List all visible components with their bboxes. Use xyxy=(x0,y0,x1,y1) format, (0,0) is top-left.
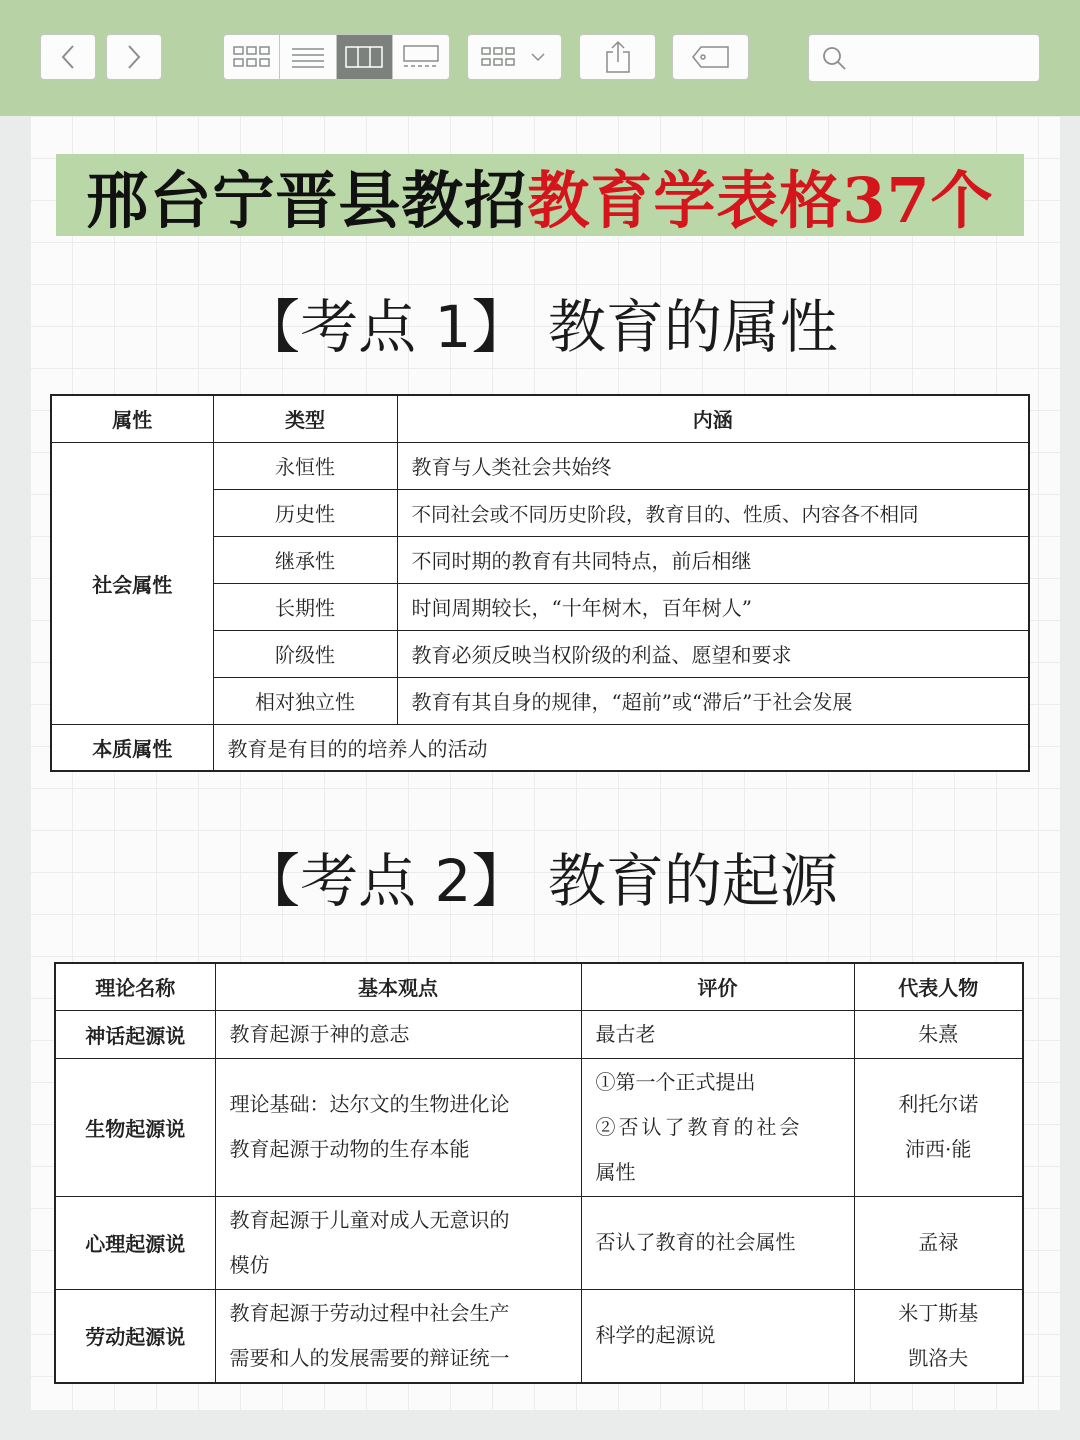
content-cell: 时间周期较长，“十年树木，百年树人” xyxy=(397,583,1029,630)
type-cell: 永恒性 xyxy=(213,442,397,489)
table-row xyxy=(55,1289,1023,1383)
evaluation-cell xyxy=(581,1196,854,1289)
header-content: 内涵 xyxy=(397,395,1029,442)
person-name: 利托尔诺 xyxy=(898,1092,979,1116)
tag-button[interactable] xyxy=(672,34,749,80)
share-button[interactable] xyxy=(579,34,656,80)
table-header-row xyxy=(55,963,1023,1010)
header-theory-name: 理论名称 xyxy=(55,963,215,1010)
origin-table xyxy=(54,962,1024,1384)
content-cell: 教育与人类社会共始终 xyxy=(397,442,1029,489)
evaluation-line: ①第一个正式提出 xyxy=(595,1069,756,1094)
evaluation-cell xyxy=(581,1010,854,1058)
title-black-part: 邢台宁晋县教招 xyxy=(86,163,528,237)
person-name: 沛西·能 xyxy=(905,1137,972,1161)
toolbar xyxy=(0,0,1080,116)
theory-name-cell: 劳动起源说 xyxy=(55,1289,215,1383)
chevron-left-icon xyxy=(59,44,77,70)
grid-view-button[interactable] xyxy=(224,35,280,79)
search-input[interactable] xyxy=(855,48,1029,69)
evaluation-line: 最古老 xyxy=(595,1021,656,1046)
type-cell: 阶级性 xyxy=(213,630,397,677)
content-cell: 教育必须反映当权阶级的利益、愿望和要求 xyxy=(397,630,1029,677)
evaluation-line: 否认了教育的社会属性 xyxy=(595,1230,796,1254)
header-type: 类型 xyxy=(213,395,397,442)
group-social-attribute: 社会属性 xyxy=(51,442,213,724)
evaluation-line: 属性 xyxy=(595,1159,636,1184)
essence-attribute-label: 本质属性 xyxy=(51,724,213,771)
view-cell xyxy=(215,1010,581,1058)
person-name: 米丁斯基 xyxy=(898,1300,979,1325)
header-basic-view: 基本观点 xyxy=(215,963,581,1010)
theory-name-cell: 心理起源说 xyxy=(55,1196,215,1289)
section2-heading: 【考点 2】 教育的起源 xyxy=(242,847,838,915)
type-cell: 长期性 xyxy=(213,583,397,630)
view-line: 教育起源于神的意志 xyxy=(229,1021,410,1046)
table-row xyxy=(51,724,1029,771)
view-line: 教育起源于劳动过程中社会生产 xyxy=(229,1300,510,1325)
view-cell xyxy=(215,1058,581,1196)
grid-view-icon xyxy=(232,45,272,69)
person-name: 孟禄 xyxy=(918,1230,959,1254)
view-cell xyxy=(215,1289,581,1383)
type-cell: 历史性 xyxy=(213,489,397,536)
column-view-button[interactable] xyxy=(337,35,393,79)
column-view-icon xyxy=(345,46,383,68)
header-representatives: 代表人物 xyxy=(854,963,1023,1010)
header-attribute: 属性 xyxy=(51,395,213,442)
share-icon xyxy=(603,40,633,74)
view-cell xyxy=(215,1196,581,1289)
person-name: 凯洛夫 xyxy=(908,1345,969,1370)
view-line: 理论基础：达尔文的生物进化论 xyxy=(229,1092,510,1116)
representatives-cell xyxy=(854,1289,1023,1383)
view-mode-switcher xyxy=(223,34,450,80)
gallery-view-button[interactable] xyxy=(393,35,449,79)
theory-name-cell: 生物起源说 xyxy=(55,1058,215,1196)
section1-heading: 【考点 1】 教育的属性 xyxy=(242,293,838,361)
group-dropdown-icon xyxy=(480,45,550,69)
group-dropdown-button[interactable] xyxy=(467,34,562,80)
search-icon xyxy=(821,45,847,71)
view-line: 教育起源于动物的生存本能 xyxy=(229,1137,470,1161)
chevron-right-icon xyxy=(125,44,143,70)
representatives-cell xyxy=(854,1010,1023,1058)
essence-attribute-content: 教育是有目的的培养人的活动 xyxy=(213,724,1029,771)
table-row xyxy=(55,1058,1023,1196)
person-name: 朱熹 xyxy=(918,1021,959,1046)
table-row xyxy=(55,1010,1023,1058)
list-view-button[interactable] xyxy=(280,35,336,79)
tag-icon xyxy=(691,45,731,69)
evaluation-cell xyxy=(581,1289,854,1383)
view-line: 教育起源于儿童对成人无意识的 xyxy=(229,1207,510,1232)
table-row xyxy=(55,1196,1023,1289)
evaluation-line: 科学的起源说 xyxy=(595,1323,716,1347)
back-button[interactable] xyxy=(40,34,96,80)
attribute-table xyxy=(50,394,1030,772)
content-cell: 不同社会或不同历史阶段，教育目的、性质、内容各不相同 xyxy=(397,489,1029,536)
view-line: 模仿 xyxy=(229,1252,270,1277)
view-line: 需要和人的发展需要的辩证统一 xyxy=(229,1345,510,1370)
list-view-icon xyxy=(291,45,325,69)
theory-name-cell: 神话起源说 xyxy=(55,1010,215,1058)
content-cell: 不同时期的教育有共同特点，前后相继 xyxy=(397,536,1029,583)
representatives-cell xyxy=(854,1196,1023,1289)
type-cell: 继承性 xyxy=(213,536,397,583)
evaluation-line: ②否认了教育的社会 xyxy=(595,1114,803,1139)
title-red-part: 教育学表格37个 xyxy=(527,163,994,237)
header-evaluation: 评价 xyxy=(581,963,854,1010)
gallery-view-icon xyxy=(402,45,440,69)
forward-button[interactable] xyxy=(106,34,162,80)
page-title xyxy=(56,154,1024,236)
table-header-row xyxy=(51,395,1029,442)
evaluation-cell xyxy=(581,1058,854,1196)
representatives-cell xyxy=(854,1058,1023,1196)
content-cell: 教育有其自身的规律，“超前”或“滞后”于社会发展 xyxy=(397,677,1029,724)
search-field[interactable] xyxy=(808,34,1040,82)
type-cell: 相对独立性 xyxy=(213,677,397,724)
table-row xyxy=(51,442,1029,489)
